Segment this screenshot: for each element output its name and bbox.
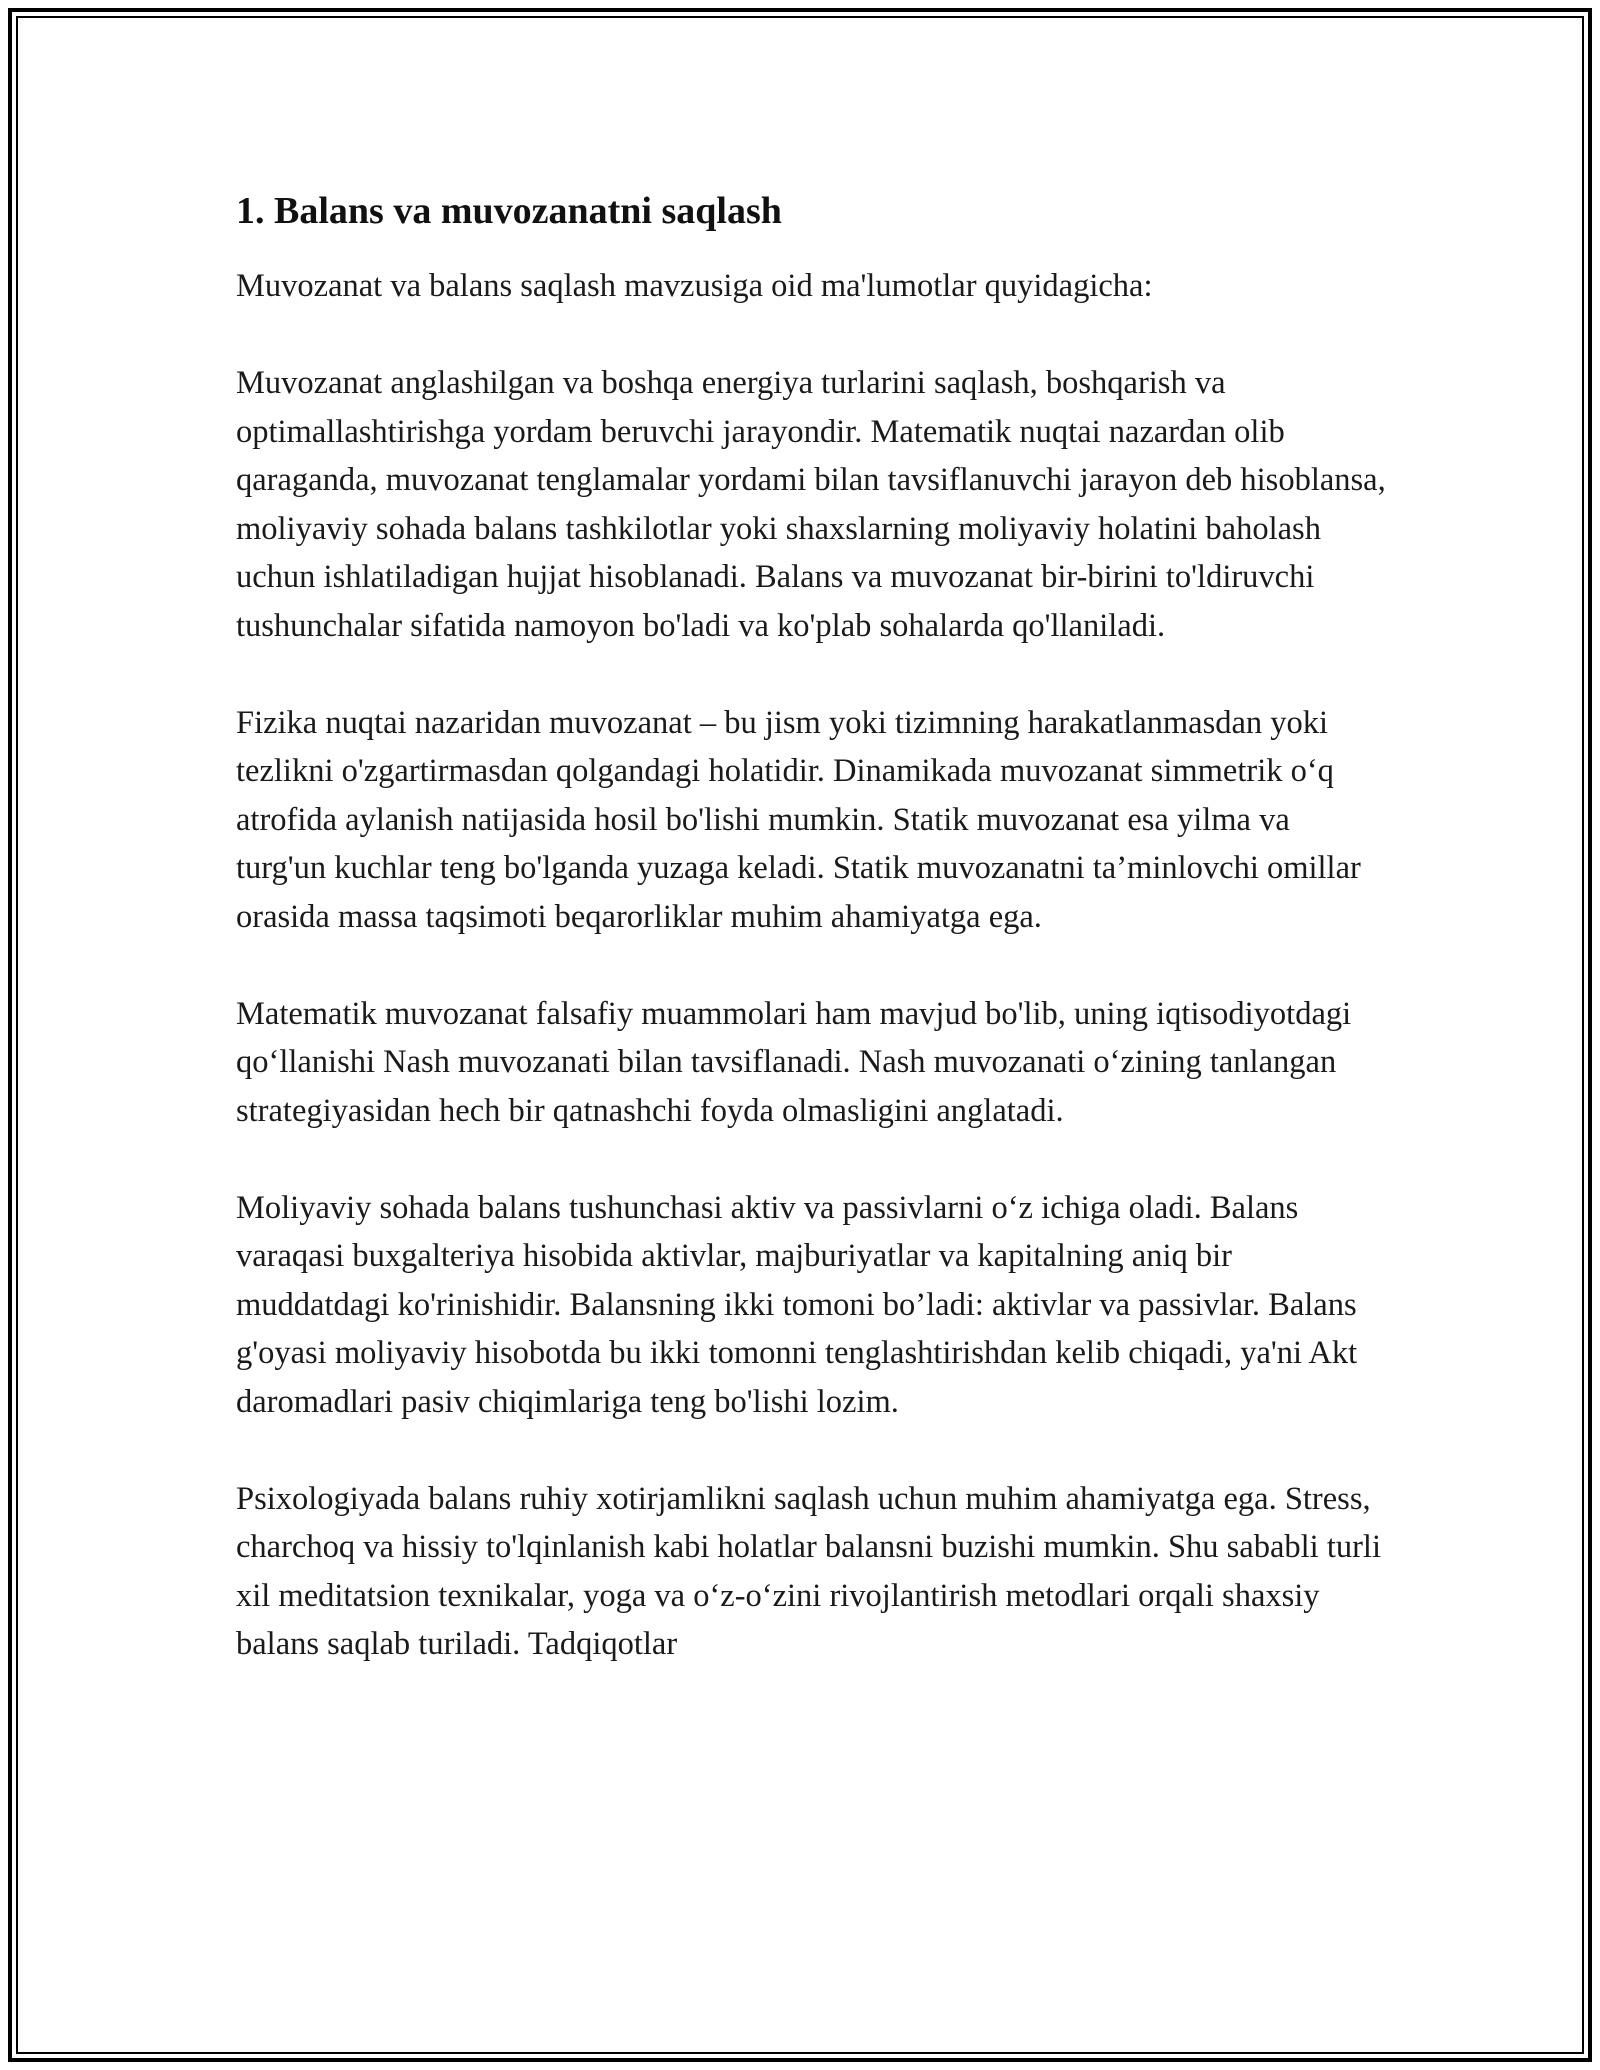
paragraph-definition: Muvozanat anglashilgan va boshqa energiya turlarini saqlash, boshqarish va optimallashtirishga yordam beruvchi jarayondir. Matematik nuqtai nazardan olib qaraganda, muvozanat tenglamalar yordami bilan tavsiflanuvchi jarayon deb hisoblansa, moliyaviy sohada balans tashkilotlar yoki shaxslarning moliyaviy holatini baholash uchun ishlatiladigan hujjat hisoblanadi. Balans va muvozanat bir-birini to'ldiruvchi tushunchalar sifatida namoyon bo'ladi va ko'plab sohalarda qo'llaniladi.: [236, 365, 1386, 644]
section-heading: 1. Balans va muvozanatni saqlash: [236, 190, 782, 232]
document-body: [236, 186, 1386, 1717]
paragraph-physics: Fizika nuqtai nazaridan muvozanat – bu jism yoki tizimning harakatlanmasdan yoki tezlikni o'zgartirmasdan qolgandagi holatidir. Dinamikada muvozanat simmetrik o‘q atrofida aylanish natijasida hosil bo'lishi mumkin. Statik muvozanat esa yilma va turg'un kuchlar teng bo'lganda yuzaga keladi. Statik muvozanatni ta’minlovchi omillar orasida massa taqsimoti beqarorliklar muhim ahamiyatga ega.: [236, 704, 1361, 935]
paragraph-math: Matematik muvozanat falsafiy muammolari ham mavjud bo'lib, uning iqtisodiyotdagi qo‘llanishi Nash muvozanati bilan tavsiflanadi. Nash muvozanati o‘zining tanlangan strategiyasidan hech bir qatnashchi foyda olmasligini anglatadi.: [236, 995, 1352, 1129]
paragraph-intro: Muvozanat va balans saqlash mavzusiga oid ma'lumotlar quyidagicha:: [236, 268, 1153, 304]
paragraph-finance: Moliyaviy sohada balans tushunchasi aktiv va passivlarni o‘z ichiga oladi. Balans varaqasi buxgalteriya hisobida aktivlar, majburiyatlar va kapitalning aniq bir muddatdagi ko'rinishidir. Balansning ikki tomoni bo’ladi: aktivlar va passivlar. Balans g'oyasi moliyaviy hisobotda bu ikki tomonni tenglashtirishdan kelib chiqadi, ya'ni Akt daromadlari pasiv chiqimlariga teng bo'lishi lozim.: [236, 1189, 1358, 1420]
paragraph-psychology: Psixologiyada balans ruhiy xotirjamlikni saqlash uchun muhim ahamiyatga ega. Stress, charchoq va hissiy to'lqinlanish kabi holatlar balansni buzishi mumkin. Shu sababli turli xil meditatsion texnikalar, yoga va o‘z-o‘zini rivojlantirish metodlari orqali shaxsiy balans saqlab turiladi. Tadqiqotlar: [236, 1480, 1381, 1662]
